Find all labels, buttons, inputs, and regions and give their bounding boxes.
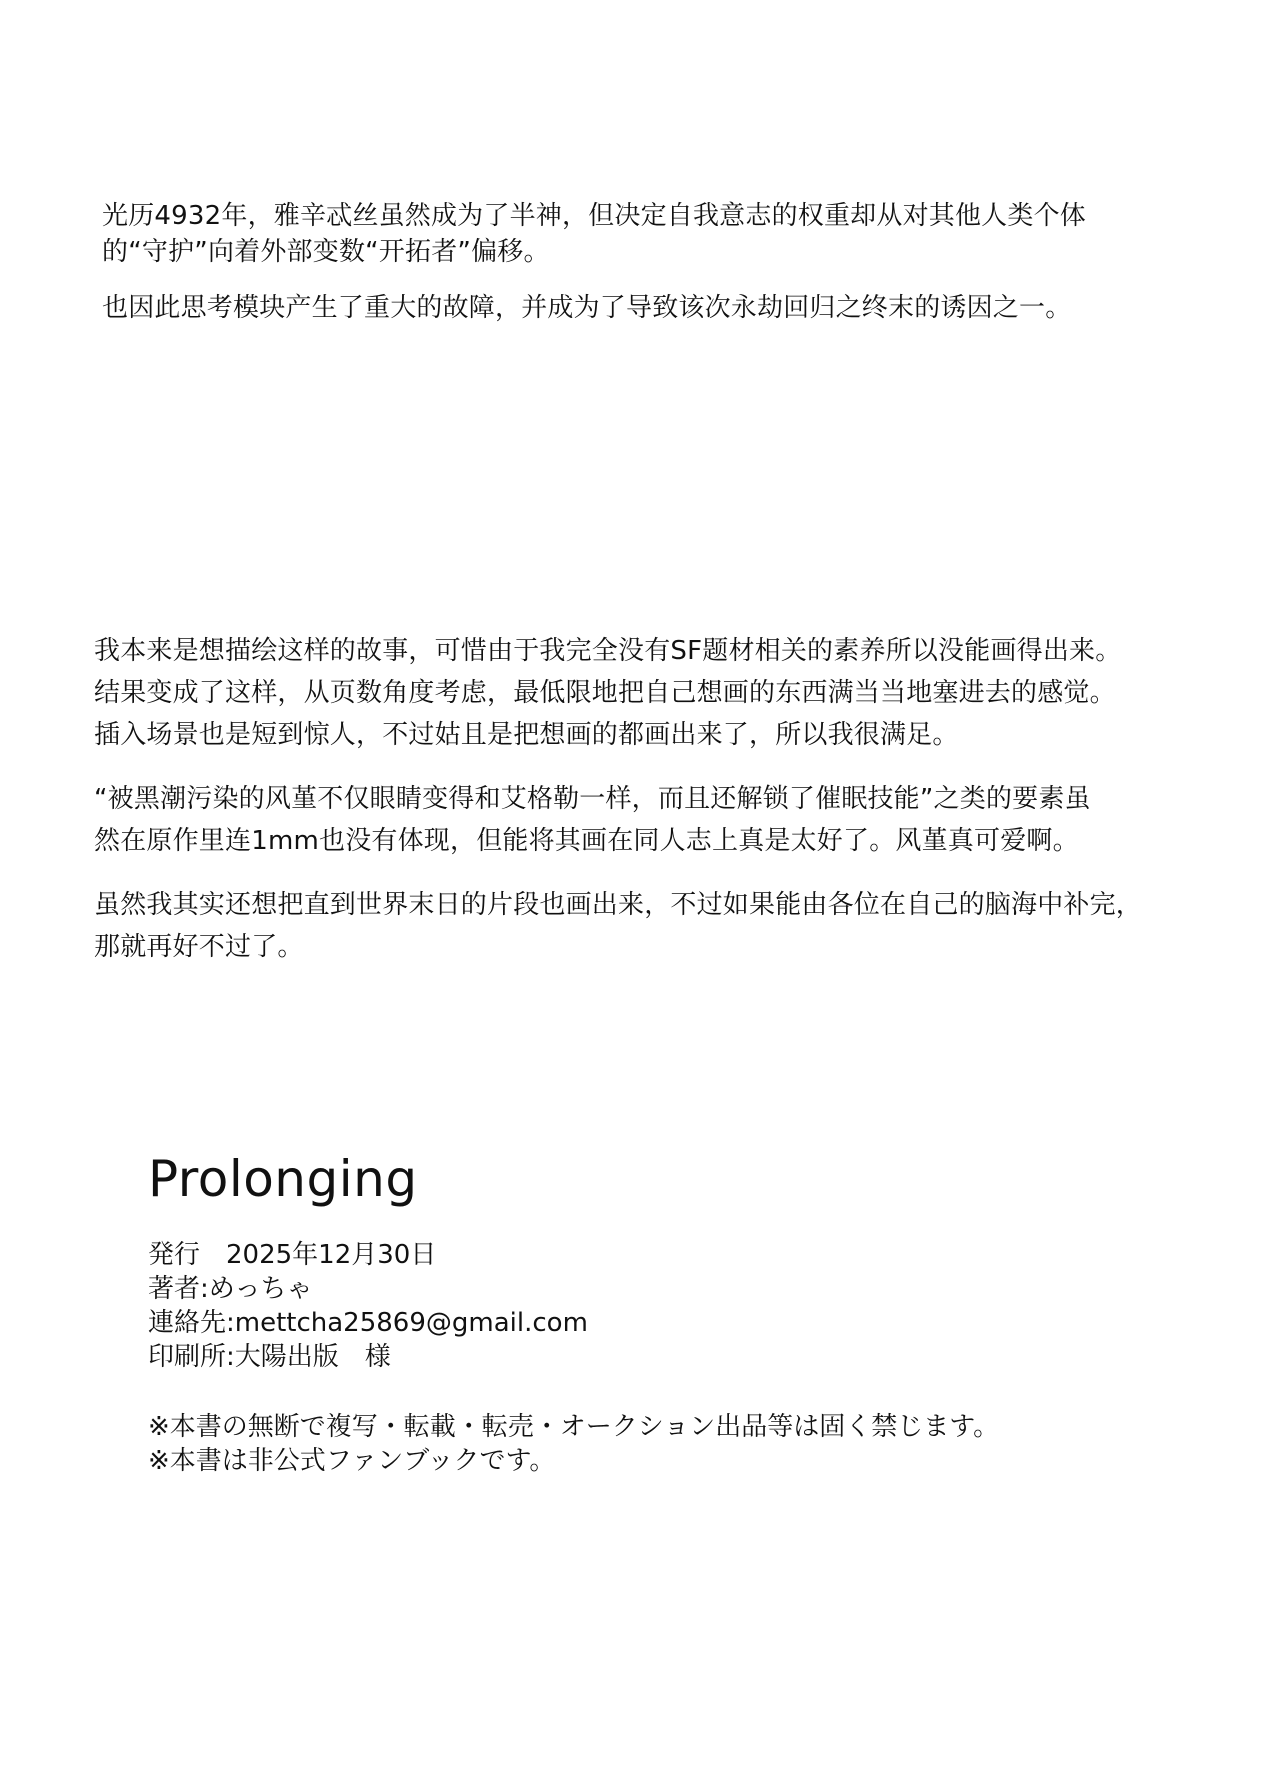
copyright-notice: ※本書の無断で複写・転載・転売・オークション出品等は固く禁じます。: [148, 1412, 1000, 1442]
notices: [148, 1410, 1148, 1478]
afterword-paragraph-1: [94, 630, 1234, 756]
afterword-line: 虽然我其实还想把直到世界末日的片段也画出来，不过如果能由各位在自己的脑海中补完，: [94, 890, 1143, 920]
note-line-1: 光历4932年，雅辛忒丝虽然成为了半神，但决定自我意志的权重却从对其他人类个体: [102, 201, 1086, 231]
afterword-paragraph-2: [94, 778, 1234, 862]
colophon: [148, 1150, 1148, 1478]
afterword-paragraph-3: [94, 884, 1234, 968]
afterword-line: 然在原作里连1mm也没有体现，但能将其画在同人志上真是太好了。风堇真可爱啊。: [94, 826, 1079, 856]
afterword-line: 结果变成了这样，从页数角度考虑，最低限地把自己想画的东西满当当地塞进去的感觉。: [94, 678, 1116, 708]
afterword-line: 我本来是想描绘这样的故事，可惜由于我完全没有SF题材相关的素养所以没能画得出来。: [94, 636, 1122, 666]
unofficial-notice: ※本書は非公式ファンブックです。: [148, 1446, 556, 1476]
afterword-line: 那就再好不过了。: [94, 932, 304, 962]
note-line-2: 的“守护”向着外部变数“开拓者”偏移。: [102, 237, 550, 267]
book-title: Prolonging: [148, 1150, 418, 1208]
contact-line: 連絡先:mettcha25869@gmail.com: [148, 1308, 588, 1338]
issue-line: [148, 1238, 1148, 1272]
afterword-line: “被黑潮污染的风堇不仅眼睛变得和艾格勒一样，而且还解锁了催眠技能”之类的要素虽: [94, 784, 1091, 814]
issue-date: 2025年12月30日: [226, 1240, 437, 1270]
printer-line: [148, 1340, 1148, 1374]
printer-name: 印刷所:大陽出版: [148, 1342, 339, 1372]
printer-suffix: 様: [364, 1342, 391, 1372]
setting-note: [102, 198, 1202, 326]
author-line: 著者:めっちゃ: [148, 1274, 313, 1304]
issue-label: 発行: [148, 1240, 201, 1270]
afterword: [94, 630, 1234, 990]
note-line-3: 也因此思考模块产生了重大的故障，并成为了导致该次永劫回归之终末的诱因之一。: [102, 293, 1072, 323]
afterword-line: 插入场景也是短到惊人，不过姑且是把想画的都画出来了，所以我很满足。: [94, 720, 959, 750]
